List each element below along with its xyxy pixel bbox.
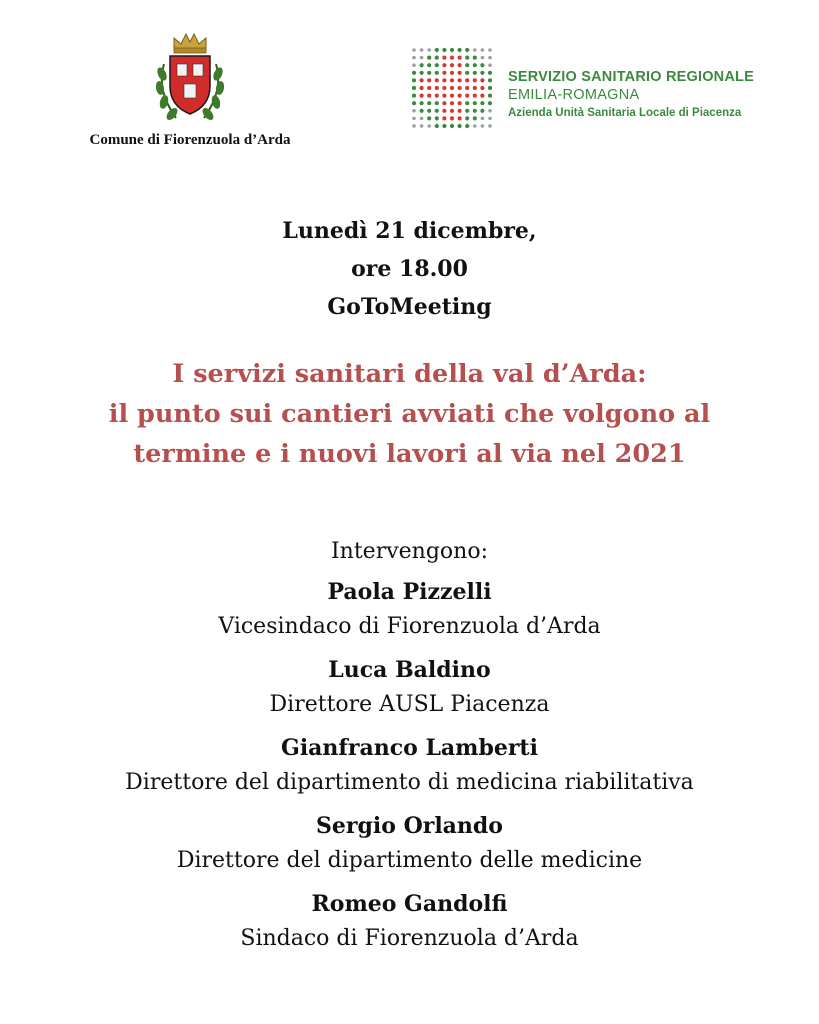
event-time: ore 18.00: [351, 256, 468, 282]
logo-dot: [427, 94, 431, 98]
logo-dot: [435, 56, 439, 60]
logo-dot: [435, 71, 439, 75]
logo-dot: [442, 109, 446, 113]
speaker-name: Sergio Orlando: [316, 813, 503, 839]
logo-dot: [458, 116, 462, 120]
logo-dot: [450, 109, 454, 113]
logo-dot: [442, 124, 446, 128]
title-line-2: il punto sui cantieri avviati che volgono al: [108, 399, 711, 429]
speakers-section: [0, 532, 819, 964]
logo-dot: [473, 94, 477, 98]
logo-dot: [481, 56, 485, 60]
speaker-role: Direttore del dipartimento delle medicine: [176, 848, 643, 873]
logo-dot: [442, 116, 446, 120]
event-platform: GoToMeeting: [327, 294, 492, 320]
logo-dot: [473, 124, 477, 128]
logo-dot: [473, 86, 477, 90]
logo-dot: [427, 71, 431, 75]
logo-dot: [450, 124, 454, 128]
logo-dot: [488, 117, 492, 121]
logo-dot: [480, 94, 484, 98]
logo-dot: [412, 94, 416, 98]
ssr-logo-text: [508, 68, 754, 122]
logo-dot: [458, 109, 462, 113]
logo-dot: [488, 109, 492, 113]
logo-dot: [481, 124, 485, 128]
logo-dot: [427, 116, 431, 120]
logo-dot: [427, 78, 431, 82]
logo-dot: [488, 63, 492, 67]
speaker-item: [0, 808, 819, 878]
logo-dot: [465, 86, 469, 90]
logo-dot: [488, 48, 492, 52]
event-date: Lunedì 21 dicembre,: [282, 218, 537, 244]
logo-dot: [412, 101, 416, 105]
logo-dot: [473, 48, 477, 52]
logo-dot: [465, 56, 469, 60]
logo-dot: [412, 56, 416, 60]
logo-dot: [488, 71, 492, 75]
logo-dot: [480, 71, 484, 75]
event-title: [0, 354, 819, 474]
logo-dot: [480, 101, 484, 105]
logo-dot: [480, 63, 484, 67]
logo-dot: [465, 48, 469, 52]
logo-dot: [427, 56, 431, 60]
logo-dot: [481, 48, 485, 52]
logo-dot: [435, 109, 439, 113]
speaker-item: [0, 886, 819, 956]
logo-dot: [450, 101, 454, 105]
logo-dot: [412, 48, 416, 52]
logo-dot: [427, 101, 431, 105]
logo-dot: [450, 63, 454, 67]
logo-dot: [420, 56, 424, 60]
logo-dot: [412, 63, 416, 67]
logo-dot: [473, 109, 477, 113]
logo-dot: [450, 48, 454, 52]
logo-dot: [442, 78, 446, 82]
title-line-1: I servizi sanitari della val d’Arda:: [172, 359, 647, 389]
speaker-role: Direttore del dipartimento di medicina riabilitativa: [125, 770, 694, 795]
logo-dot: [412, 78, 416, 82]
logo-dot: [458, 124, 462, 128]
logo-dot: [427, 124, 431, 128]
logo-dot: [427, 109, 431, 113]
logo-dot: [480, 109, 484, 113]
speaker-name: Paola Pizzelli: [327, 579, 492, 605]
ssr-line-2: EMILIA-ROMAGNA: [508, 87, 640, 103]
logo-dot: [435, 86, 439, 90]
logo-dot: [435, 124, 439, 128]
logo-dot: [465, 63, 469, 67]
logo-dot: [412, 86, 416, 90]
logo-dot: [420, 63, 424, 67]
logo-dot: [465, 124, 469, 128]
logo-dot: [465, 71, 469, 75]
logo-dot: [458, 86, 462, 90]
logo-dot: [420, 117, 424, 121]
logo-dot: [412, 71, 416, 75]
logo-dot: [473, 116, 477, 120]
logo-dot: [420, 86, 424, 90]
logo-dot: [473, 78, 477, 82]
event-details: [0, 212, 819, 326]
coat-of-arms-icon: [150, 30, 230, 128]
logo-dot: [473, 101, 477, 105]
logo-dot: [465, 78, 469, 82]
logo-dot: [442, 94, 446, 98]
logo-dot: [458, 71, 462, 75]
logo-dot: [435, 116, 439, 120]
logo-dot: [435, 101, 439, 105]
logo-dot: [450, 71, 454, 75]
logo-dot: [458, 56, 462, 60]
logo-dot: [465, 116, 469, 120]
logo-dot: [427, 86, 431, 90]
logo-dot: [488, 86, 492, 90]
logo-dot: [488, 56, 492, 60]
logo-dot: [450, 78, 454, 82]
logo-dot: [427, 48, 431, 52]
logo-dot: [442, 48, 446, 52]
logo-dot: [473, 71, 477, 75]
speakers-intro: Intervengono:: [330, 539, 488, 564]
logo-dot: [450, 94, 454, 98]
logo-dot: [435, 48, 439, 52]
ssr-header: [410, 46, 810, 132]
logo-dot: [435, 94, 439, 98]
logo-dot: [473, 63, 477, 67]
logo-dot: [465, 94, 469, 98]
speaker-name: Gianfranco Lamberti: [281, 735, 538, 761]
logo-dot: [442, 56, 446, 60]
logo-dot: [480, 86, 484, 90]
logo-dot: [450, 56, 454, 60]
logo-dot: [412, 109, 416, 113]
logo-dot: [488, 124, 492, 128]
logo-dot: [420, 109, 424, 113]
speaker-role: Sindaco di Fiorenzuola d’Arda: [240, 926, 579, 951]
speaker-role: Vicesindaco di Fiorenzuola d’Arda: [218, 614, 601, 639]
speaker-name: Romeo Gandolfi: [311, 891, 508, 917]
title-line-3: termine e i nuovi lavori al via nel 2021: [133, 439, 686, 469]
speaker-name: Luca Baldino: [328, 657, 491, 683]
logo-dot: [427, 63, 431, 67]
logo-dot: [420, 48, 424, 52]
dot-matrix-logo-icon: [410, 46, 494, 130]
logo-dot: [450, 86, 454, 90]
logo-dot: [480, 78, 484, 82]
speaker-item: [0, 574, 819, 644]
logo-dot: [488, 78, 492, 82]
ssr-line-3: Azienda Unità Sanitaria Locale di Piacenza: [508, 107, 742, 119]
logo-dot: [420, 94, 424, 98]
logo-dot: [420, 101, 424, 105]
logo-dot: [412, 117, 416, 121]
speaker-item: [0, 652, 819, 722]
logo-dot: [473, 56, 477, 60]
logo-dot: [442, 101, 446, 105]
speaker-item: [0, 730, 819, 800]
ssr-line-1: SERVIZIO SANITARIO REGIONALE: [508, 69, 754, 85]
logo-dot: [420, 71, 424, 75]
logo-dot: [465, 101, 469, 105]
logo-dot: [435, 78, 439, 82]
comune-header: [60, 30, 320, 149]
logo-dot: [442, 71, 446, 75]
speaker-role: Direttore AUSL Piacenza: [269, 692, 550, 717]
logo-dot: [458, 94, 462, 98]
logo-dot: [442, 63, 446, 67]
logo-dot: [465, 109, 469, 113]
logo-dot: [420, 78, 424, 82]
logo-dot: [442, 86, 446, 90]
logo-dot: [458, 78, 462, 82]
logo-dot: [481, 117, 485, 121]
logo-dot: [458, 101, 462, 105]
logo-dot: [488, 94, 492, 98]
comune-name: Comune di Fiorenzuola d’Arda: [89, 132, 291, 148]
logo-dot: [435, 63, 439, 67]
logo-dot: [412, 124, 416, 128]
logo-dot: [420, 124, 424, 128]
logo-dot: [488, 101, 492, 105]
logo-dot: [458, 48, 462, 52]
logo-dot: [450, 116, 454, 120]
logo-dot: [458, 63, 462, 67]
